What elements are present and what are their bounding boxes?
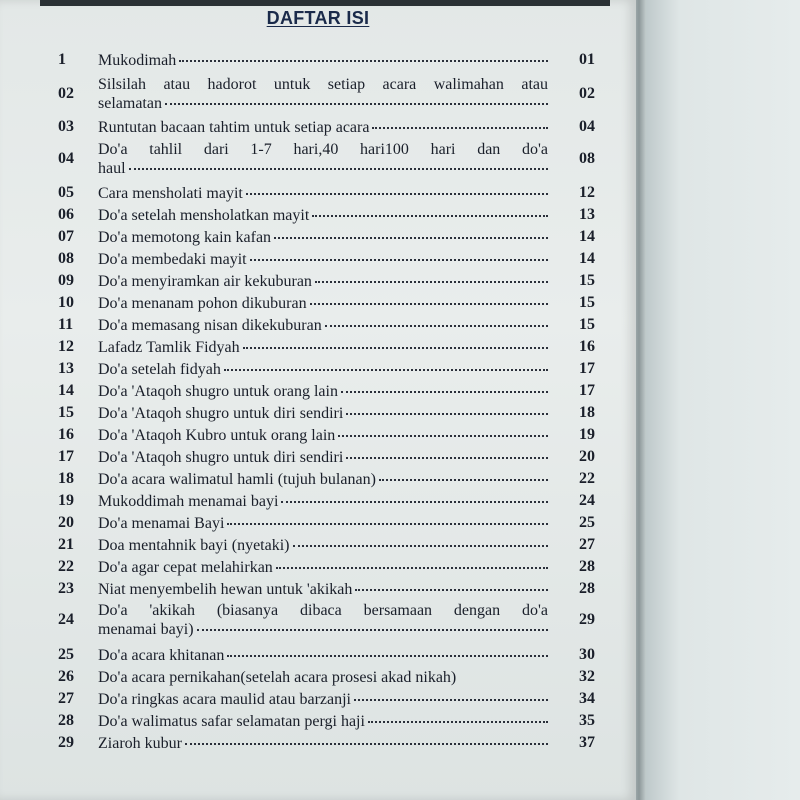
entry-page: 12 bbox=[579, 184, 595, 201]
entry-page: 35 bbox=[579, 712, 595, 729]
dot-leader bbox=[243, 347, 548, 349]
dot-leader bbox=[165, 103, 548, 105]
entry-number: 03 bbox=[58, 118, 74, 135]
entry-number: 26 bbox=[58, 668, 74, 685]
toc-entry bbox=[58, 51, 595, 73]
entry-number: 23 bbox=[58, 580, 74, 597]
toc-entry bbox=[58, 75, 595, 115]
dot-leader bbox=[354, 699, 548, 701]
dot-leader bbox=[368, 721, 548, 723]
toc-entry bbox=[58, 184, 595, 206]
entry-number: 08 bbox=[58, 250, 74, 267]
entry-page: 15 bbox=[579, 272, 595, 289]
entry-title: Mukoddimah menamai bayi bbox=[98, 493, 279, 510]
entry-number: 1 bbox=[58, 51, 66, 68]
entry-number: 21 bbox=[58, 536, 74, 553]
entry-page: 15 bbox=[579, 316, 595, 333]
dot-leader bbox=[346, 457, 548, 459]
entry-title: Do'a menyiramkan air kekuburan bbox=[98, 273, 312, 290]
dot-leader bbox=[274, 237, 548, 239]
entry-page: 15 bbox=[579, 294, 595, 311]
entry-title-line2: haul bbox=[98, 160, 126, 177]
entry-number: 28 bbox=[58, 712, 74, 729]
toc-entry bbox=[58, 140, 595, 180]
entry-title: Do'a memasang nisan dikekuburan bbox=[98, 317, 322, 334]
toc-entry bbox=[58, 228, 595, 250]
entry-title: Do'a memotong kain kafan bbox=[98, 229, 272, 246]
dot-leader bbox=[197, 629, 548, 631]
entry-page: 16 bbox=[579, 338, 595, 355]
toc-entry bbox=[58, 294, 595, 316]
toc-entry bbox=[58, 338, 595, 360]
entry-page: 30 bbox=[579, 646, 595, 663]
entry-page: 20 bbox=[579, 448, 595, 465]
entry-number: 29 bbox=[58, 734, 74, 751]
entry-title: Do'a ringkas acara maulid atau barzanji bbox=[98, 691, 351, 708]
dot-leader bbox=[129, 168, 548, 170]
toc-entry bbox=[58, 514, 595, 536]
entry-number: 19 bbox=[58, 492, 74, 509]
entry-page: 28 bbox=[579, 558, 595, 575]
toc-entry bbox=[58, 734, 595, 756]
dot-leader bbox=[281, 501, 548, 503]
toc-entry bbox=[58, 712, 595, 734]
entry-page: 08 bbox=[579, 150, 595, 167]
entry-page: 18 bbox=[579, 404, 595, 421]
entry-title-line1: Do'a tahlil dari 1-7 hari,40 hari100 hari dan do'a bbox=[98, 141, 548, 158]
entry-title: Do'a 'Ataqoh shugro untuk diri sendiri bbox=[98, 405, 344, 422]
entry-number: 04 bbox=[58, 150, 74, 167]
dot-leader bbox=[227, 523, 548, 525]
entry-number: 20 bbox=[58, 514, 74, 531]
toc-entry bbox=[58, 646, 595, 668]
dot-leader bbox=[310, 303, 548, 305]
toc-entry bbox=[58, 272, 595, 294]
entry-title: Do'a menanam pohon dikuburan bbox=[98, 295, 307, 312]
entry-number: 09 bbox=[58, 272, 74, 289]
entry-title: Ziaroh kubur bbox=[98, 735, 182, 752]
toc-entry bbox=[58, 601, 595, 641]
entry-title: Cara mensholati mayit bbox=[98, 185, 243, 202]
entry-number: 15 bbox=[58, 404, 74, 421]
dot-leader bbox=[246, 193, 548, 195]
toc-entry bbox=[58, 316, 595, 338]
entry-page: 14 bbox=[579, 250, 595, 267]
entry-title: Lafadz Tamlik Fidyah bbox=[98, 339, 240, 356]
dot-leader bbox=[346, 413, 548, 415]
toc-entry bbox=[58, 360, 595, 382]
entry-title: Do'a setelah mensholatkan mayit bbox=[98, 207, 310, 224]
entry-number: 18 bbox=[58, 470, 74, 487]
entry-number: 13 bbox=[58, 360, 74, 377]
toc-entry bbox=[58, 448, 595, 470]
entry-page: 28 bbox=[579, 580, 595, 597]
entry-number: 16 bbox=[58, 426, 74, 443]
entry-title: Do'a acara walimatul hamli (tujuh bulanan) bbox=[98, 471, 376, 488]
entry-page: 24 bbox=[579, 492, 595, 509]
dot-leader bbox=[379, 479, 548, 481]
entry-number: 07 bbox=[58, 228, 74, 245]
entry-number: 27 bbox=[58, 690, 74, 707]
toc-entry bbox=[58, 404, 595, 426]
entry-page: 27 bbox=[579, 536, 595, 553]
toc-entry bbox=[58, 118, 595, 140]
entry-number: 24 bbox=[58, 611, 74, 628]
page-title: DAFTAR ISI bbox=[266, 8, 370, 28]
toc-entry bbox=[58, 536, 595, 558]
toc-entry bbox=[58, 382, 595, 404]
toc-entry bbox=[58, 470, 595, 492]
entry-number: 05 bbox=[58, 184, 74, 201]
entry-page: 04 bbox=[579, 118, 595, 135]
entry-number: 11 bbox=[58, 316, 74, 333]
dot-leader bbox=[355, 589, 548, 591]
entry-title-line2: menamai bayi) bbox=[98, 621, 194, 638]
dot-leader bbox=[250, 259, 548, 261]
entry-number: 10 bbox=[58, 294, 74, 311]
entry-title-line1: Silsilah atau hadorot untuk setiap acara walimahan atau bbox=[98, 76, 548, 93]
entry-title: Do'a walimatus safar selamatan pergi haji bbox=[98, 713, 365, 730]
entry-number: 12 bbox=[58, 338, 74, 355]
entry-title: Do'a acara khitanan bbox=[98, 647, 225, 664]
entry-page: 25 bbox=[579, 514, 595, 531]
dot-leader bbox=[293, 545, 549, 547]
dot-leader bbox=[179, 60, 548, 62]
entry-page: 14 bbox=[579, 228, 595, 245]
entry-title: Do'a 'Ataqoh shugro untuk orang lain bbox=[98, 383, 338, 400]
entry-title: Mukodimah bbox=[98, 52, 177, 69]
entry-title: Do'a agar cepat melahirkan bbox=[98, 559, 273, 576]
dot-leader bbox=[325, 325, 548, 327]
toc-entry bbox=[58, 250, 595, 272]
toc-entry bbox=[58, 580, 595, 602]
entry-page: 34 bbox=[579, 690, 595, 707]
entry-page: 22 bbox=[579, 470, 595, 487]
entry-title: Do'a 'Ataqoh shugro untuk diri sendiri bbox=[98, 449, 344, 466]
toc-entry bbox=[58, 206, 595, 228]
entry-page: 01 bbox=[579, 51, 595, 68]
entry-page: 13 bbox=[579, 206, 595, 223]
dot-leader bbox=[372, 127, 548, 129]
dot-leader bbox=[312, 215, 548, 217]
entry-page: 19 bbox=[579, 426, 595, 443]
entry-number: 14 bbox=[58, 382, 74, 399]
toc-entry bbox=[58, 668, 595, 690]
entry-title: Do'a membedaki mayit bbox=[98, 251, 247, 268]
entry-title-line1: Do'a 'akikah (biasanya dibaca bersamaan dengan do'a bbox=[98, 602, 548, 619]
entry-number: 06 bbox=[58, 206, 74, 223]
entry-title: Doa mentahnik bayi (nyetaki) bbox=[98, 537, 290, 554]
entry-page: 02 bbox=[579, 85, 595, 102]
entry-number: 22 bbox=[58, 558, 74, 575]
dot-leader bbox=[185, 743, 548, 745]
entry-number: 25 bbox=[58, 646, 74, 663]
toc-entry bbox=[58, 690, 595, 712]
dot-leader bbox=[338, 435, 548, 437]
entry-title: Do'a 'Ataqoh Kubro untuk orang lain bbox=[98, 427, 336, 444]
background-surface bbox=[640, 0, 800, 800]
entry-title: Niat menyembelih hewan untuk 'akikah bbox=[98, 581, 353, 598]
dot-leader bbox=[276, 567, 548, 569]
toc-entry bbox=[58, 426, 595, 448]
toc-entry bbox=[58, 558, 595, 580]
entry-page: 17 bbox=[579, 382, 595, 399]
entry-page: 37 bbox=[579, 734, 595, 751]
entry-number: 17 bbox=[58, 448, 74, 465]
entry-page: 32 bbox=[579, 668, 595, 685]
dot-leader bbox=[315, 281, 548, 283]
entry-number: 02 bbox=[58, 85, 74, 102]
entry-title: Do'a menamai Bayi bbox=[98, 515, 225, 532]
dot-leader bbox=[341, 391, 548, 393]
entry-title-line2: selamatan bbox=[98, 95, 162, 112]
dot-leader bbox=[227, 655, 548, 657]
entry-page: 29 bbox=[579, 611, 595, 628]
toc-entry bbox=[58, 492, 595, 514]
dot-leader bbox=[224, 369, 548, 371]
entry-title: Do'a acara pernikahan(setelah acara prosesi akad nikah) bbox=[98, 669, 457, 686]
entry-title: Do'a setelah fidyah bbox=[98, 361, 221, 378]
entry-title: Runtutan bacaan tahtim untuk setiap acara bbox=[98, 119, 370, 136]
entry-page: 17 bbox=[579, 360, 595, 377]
